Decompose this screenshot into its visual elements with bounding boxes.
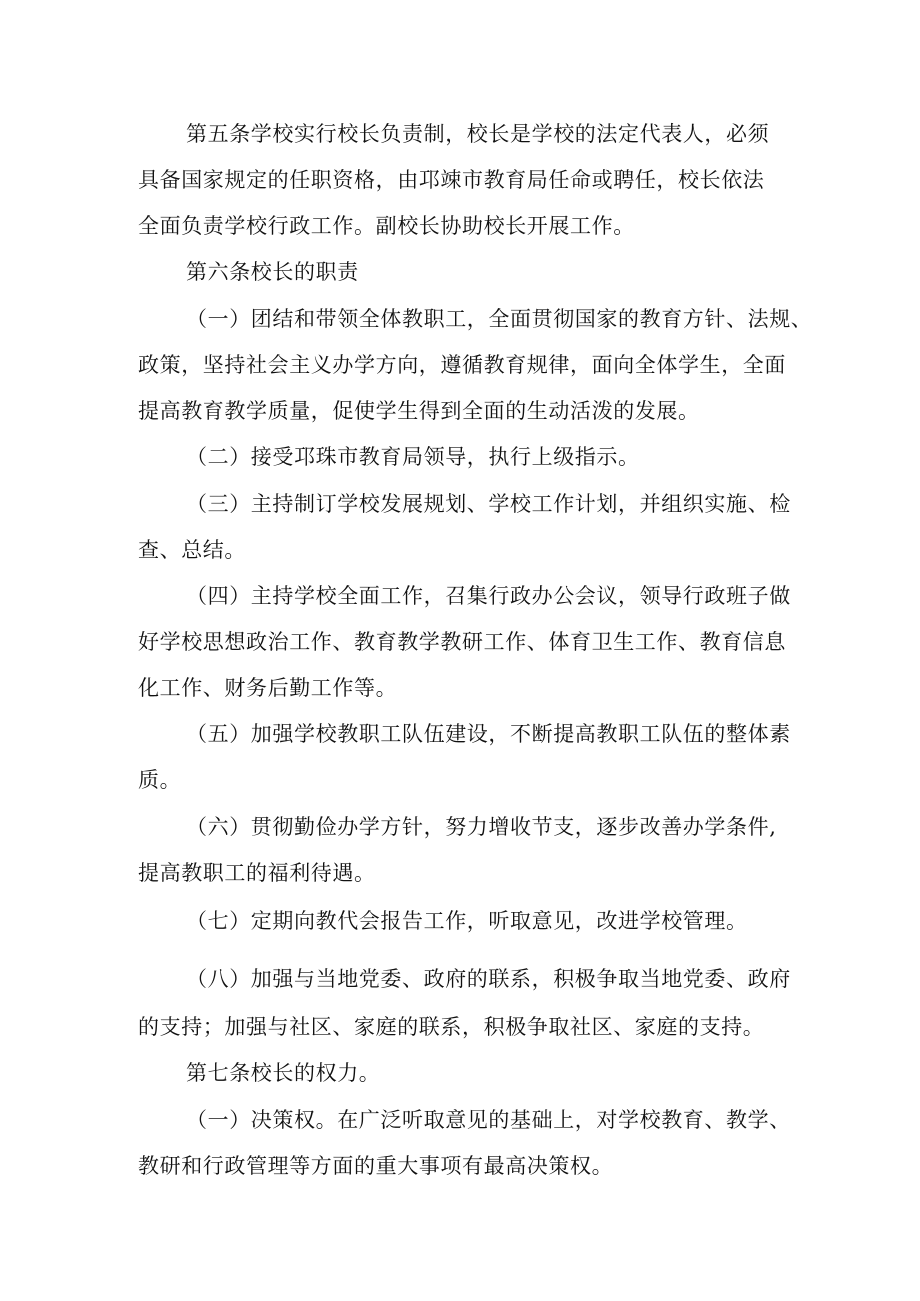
- duty-4-line-2: 好学校思想政治工作、教育教学教研工作、体育卫生工作、教育信息: [138, 630, 786, 654]
- power-1-line-1: （一）决策权。在广泛听取意见的基础上，对学校教育、教学、: [186, 1108, 791, 1132]
- article-5-line-1: 第五条学校实行校长负责制，校长是学校的法定代表人，必须: [186, 122, 770, 146]
- article-5-line-3: 全面负责学校行政工作。副校长协助校长开展工作。: [138, 214, 635, 238]
- duty-4-line-1: （四）主持学校全面工作，召集行政办公会议，领导行政班子做: [186, 584, 791, 608]
- duty-3-line-2: 查、总结。: [138, 538, 246, 562]
- duty-4-line-3: 化工作、财务后勤工作等。: [138, 676, 398, 700]
- article-5-line-2: 具备国家规定的任职资格，由邛竦市教育局任命或聘任，校长依法: [138, 168, 765, 192]
- duty-5-line-1: （五）加强学校教职工队伍建设，不断提高教职工队伍的整体素: [186, 722, 791, 746]
- duty-7-line-1: （七）定期向教代会报告工作，听取意见，改进学校管理。: [186, 909, 748, 933]
- duty-2-line-1: （二）接受邛珠市教育局领导，执行上级指示。: [186, 445, 640, 469]
- duty-1-line-3: 提高教育教学质量，促使学生得到全面的生动活泼的发展。: [138, 399, 700, 423]
- duty-1-line-1: （一）团结和带领全体教职工，全面贯彻国家的教育方针、法规、: [186, 307, 813, 331]
- duty-6-line-1: （六）贯彻勤俭办学方针，努力增收节支，逐步改善办学条件,: [186, 815, 777, 839]
- duty-1-line-2: 政策，坚持社会主义办学方向，遵循教育规律，面向全体学生，全面: [138, 353, 786, 377]
- duty-8-line-2: 的支持；加强与社区、家庭的联系，积极争取社区、家庭的支持。: [138, 1015, 765, 1039]
- duty-5-line-2: 质。: [138, 768, 182, 792]
- duty-3-line-1: （三）主持制订学校发展规划、学校工作计划，并组织实施、检: [186, 492, 791, 516]
- article-7-heading: 第七条校长的权力。: [186, 1061, 381, 1085]
- duty-6-line-2: 提高教职工的福利待遇。: [138, 861, 376, 885]
- article-6-heading: 第六条校长的职责: [186, 260, 359, 284]
- duty-8-line-1: （八）加强与当地党委、政府的联系，积极争取当地党委、政府: [186, 967, 791, 991]
- power-1-line-2: 教研和行政管理等方面的重大事项有最高决策权。: [138, 1154, 614, 1178]
